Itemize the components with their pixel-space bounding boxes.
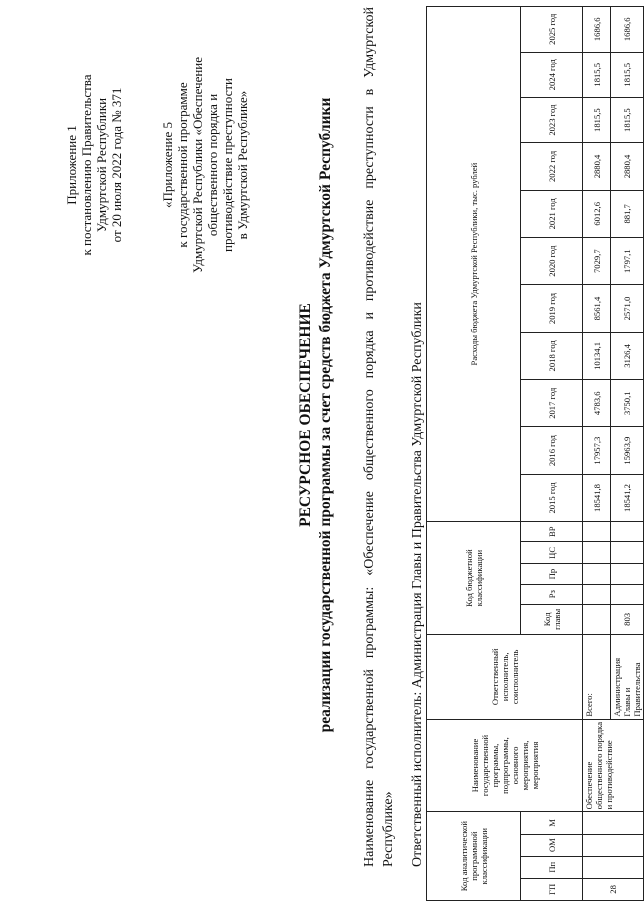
cell-kod-glavy: 803 [611,604,644,634]
appendix-5-line: общественного порядка и [205,93,220,237]
header-kod-glavy: Код главы [521,604,583,634]
header-analytic-code: Код аналитической программной классификации [427,812,521,901]
cell-kod-glavy [583,604,611,634]
cell-value: 18541,2 [611,474,644,521]
title-sub: реализации государственной программы за счет средств бюджета Удмуртской Республики [317,97,334,733]
cell-value: 3126,4 [611,332,644,379]
header-year: 2020 год [521,238,583,285]
header-rz: Рз [521,584,583,604]
cell-cs [611,542,644,564]
header-gp: ГП [521,878,583,900]
responsible-executor: Ответственный исполнитель: Администрация Главы и Правительства Удмуртской Республики [410,302,425,867]
cell-value: 15963,9 [611,427,644,474]
cell-m [583,812,644,834]
appendix-5-line: к государственной программе [175,82,190,248]
cell-pr [583,564,611,584]
cell-program-name: Обеспечение общественного порядка и противодействие [583,719,644,812]
table-row-total [583,7,611,901]
header-responsible: Ответственный исполнитель, соисполнитель [427,634,583,719]
cell-value: 17957,3 [583,427,611,474]
cell-value: 18541,8 [583,474,611,521]
cell-value: 1815,5 [583,52,611,97]
appendix-5-line: «Приложение 5 [160,121,175,209]
appendix-5-line: Удмуртской Республики «Обеспечение [190,56,205,274]
header-pp: Пп [521,856,583,878]
header-pr: Пр [521,564,583,584]
cell-cs [583,542,611,564]
header-m: М [521,812,583,834]
cell-value: 1815,5 [611,97,644,142]
resource-table [426,6,644,901]
appendix-5-line: противодействие преступности [220,78,235,252]
cell-value: 2880,4 [611,143,644,190]
cell-value: 3750,1 [611,380,644,427]
cell-value: 1686,6 [583,7,611,53]
header-om: ОМ [521,834,583,856]
cell-value: 1815,5 [583,97,611,142]
cell-gp: 28 [583,878,644,900]
appendix-1-line: Приложение 1 [64,125,79,205]
cell-rz [611,584,644,604]
header-year: 2025 год [521,7,583,53]
header-year: 2022 год [521,143,583,190]
cell-value: 1686,6 [611,7,644,53]
header-vr: ВР [521,522,583,542]
cell-value: 10134,1 [583,332,611,379]
header-expenses: Расходы бюджета Удмуртской Республики, тыс. рублей [427,7,521,522]
header-year: 2016 год [521,427,583,474]
cell-value: 7029,7 [583,238,611,285]
cell-total-label: Всего: [583,634,611,719]
header-cs: ЦС [521,542,583,564]
cell-value: 1797,1 [611,238,644,285]
cell-value: 2571,0 [611,285,644,332]
header-year: 2017 год [521,380,583,427]
cell-vr [611,522,644,542]
cell-pr [611,564,644,584]
cell-om [583,834,644,856]
cell-value: 8561,4 [583,285,611,332]
cell-pp [583,856,644,878]
cell-value: 1815,5 [611,52,644,97]
header-name: Наименование государственной программы, подпрограммы, основного мероприятия, мероприятия [427,719,583,812]
appendix-1-line: от 20 июля 2022 года № 371 [109,87,124,243]
appendix-5-block [160,15,250,315]
cell-rz [583,584,611,604]
appendix-1-line: Удмуртской Республики [94,97,109,233]
header-year: 2021 год [521,190,583,237]
appendix-1-line: к постановлению Правительства [79,74,94,256]
title-main: РЕСУРСНОЕ ОБЕСПЕЧЕНИЕ [297,303,314,527]
appendix-5-line: в Удмуртской Республике» [235,90,250,240]
header-year: 2023 год [521,97,583,142]
header-year: 2019 год [521,285,583,332]
document-title [296,5,336,825]
cell-vr [583,522,611,542]
appendix-1-block [64,15,124,315]
header-budget-code: Код бюджетной классификации [427,522,521,635]
cell-value: 6012,6 [583,190,611,237]
header-year: 2024 год [521,52,583,97]
cell-executor-label: Администрация Главы и Правительства [611,634,644,719]
cell-value: 4783,6 [583,380,611,427]
cell-value: 2880,4 [583,143,611,190]
header-year: 2018 год [521,332,583,379]
cell-value: 881,7 [611,190,644,237]
header-year: 2015 год [521,474,583,521]
header-row-1 [427,7,521,901]
program-name: Наименование государственной программы: «Обеспечение общественного порядка и противодействие преступности в Удмуртской Республике» [362,7,396,867]
